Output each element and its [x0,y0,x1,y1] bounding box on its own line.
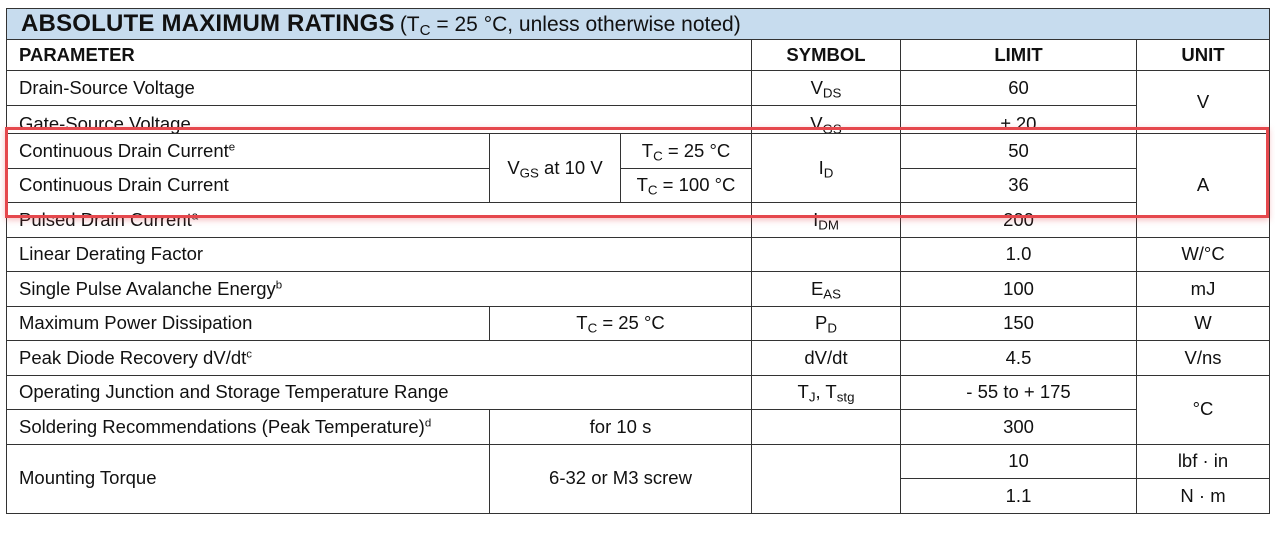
unit-eas: mJ [1137,272,1270,307]
param-junction-storage-temp: Operating Junction and Storage Temperature Range [7,375,752,410]
symbol-dvdt: dV/dt [752,341,901,376]
condition-tc-25: $T_C = 25$ °C [621,134,752,169]
unit-ldf: W/°C [1137,237,1270,272]
symbol-pd: $P_D$ [752,306,901,341]
table-row [7,306,1270,341]
unit-voltage: V [1137,71,1270,134]
unit-current: A [1137,134,1270,238]
unit-pd: W [1137,306,1270,341]
symbol-ldf [752,237,901,272]
table-row [7,237,1270,272]
unit-dvdt: V/ns [1137,341,1270,376]
symbol-torque [752,444,901,513]
table-row [7,105,1270,134]
param-max-power-dissipation: Maximum Power Dissipation [7,306,490,341]
table-title [7,9,1270,40]
table-row [7,203,1270,238]
absolute-maximum-ratings-table [6,8,1270,514]
limit-ldf: 1.0 [901,237,1137,272]
table-row [7,444,1270,479]
symbol-tj-tstg: $T_J$, $T_{stg}$ [752,375,901,410]
unit-torque-nm: N · m [1137,479,1270,514]
header-parameter: PARAMETER [7,40,752,71]
limit-solder: 300 [901,410,1137,445]
param-peak-diode-recovery: Peak Diode Recovery $dV/dt^c$ [7,341,752,376]
condition-vgs-10v: $V_{GS}$ at 10 V [490,134,621,203]
symbol-solder [752,410,901,445]
symbol-id: $I_D$ [752,134,901,203]
condition-tc-100: $T_C = 100$ °C [621,168,752,203]
param-drain-source-voltage: Drain-Source Voltage [7,71,752,106]
limit-vds: 60 [901,71,1137,106]
header-limit: LIMIT [901,40,1137,71]
limit-dvdt: 4.5 [901,341,1137,376]
symbol-idm: $I_{DM}$ [752,203,901,238]
limit-idm: 200 [901,203,1137,238]
param-continuous-drain-current-100: Continuous Drain Current [7,168,490,203]
symbol-vgs: $V_{GS}$ [752,105,901,134]
unit-temperature: °C [1137,375,1270,444]
table-row [7,272,1270,307]
param-continuous-drain-current-25: Continuous Drain Current$^e$ [7,134,490,169]
param-pulsed-drain-current: Pulsed Drain Current$^a$ [7,203,752,238]
limit-pd: 150 [901,306,1137,341]
header-row [7,40,1270,71]
limit-vgs: ± 20 [901,105,1137,134]
table-title-row [7,9,1270,40]
table-row [7,341,1270,376]
param-single-pulse-avalanche-energy: Single Pulse Avalanche Energy$^b$ [7,272,752,307]
limit-id-25: 50 [901,134,1137,169]
table-row [7,410,1270,445]
limit-id-100: 36 [901,168,1137,203]
table-row [7,168,1270,203]
unit-torque-lbf: lbf · in [1137,444,1270,479]
title-main: ABSOLUTE MAXIMUM RATINGS [21,10,395,37]
condition-screw: 6-32 or M3 screw [490,444,752,513]
table-row [7,375,1270,410]
limit-torque-nm: 1.1 [901,479,1137,514]
symbol-eas: $E_{AS}$ [752,272,901,307]
table-row [7,134,1270,169]
param-mounting-torque: Mounting Torque [7,444,490,513]
limit-torque-lbf: 10 [901,444,1137,479]
header-unit: UNIT [1137,40,1270,71]
param-linear-derating-factor: Linear Derating Factor [7,237,752,272]
header-symbol: SYMBOL [752,40,901,71]
table-row [7,71,1270,106]
condition-pd-tc-25: $T_C = 25$ °C [490,306,752,341]
condition-for-10s: for 10 s [490,410,752,445]
param-soldering-recommendations: Soldering Recommendations (Peak Temperature)$^d$ [7,410,490,445]
symbol-vds: $V_{DS}$ [752,71,901,106]
title-condition: ($T_C = 25$ °C, unless otherwise noted) [399,13,741,40]
limit-eas: 100 [901,272,1137,307]
limit-tj: - 55 to + 175 [901,375,1137,410]
param-gate-source-voltage: Gate-Source Voltage [7,105,752,134]
